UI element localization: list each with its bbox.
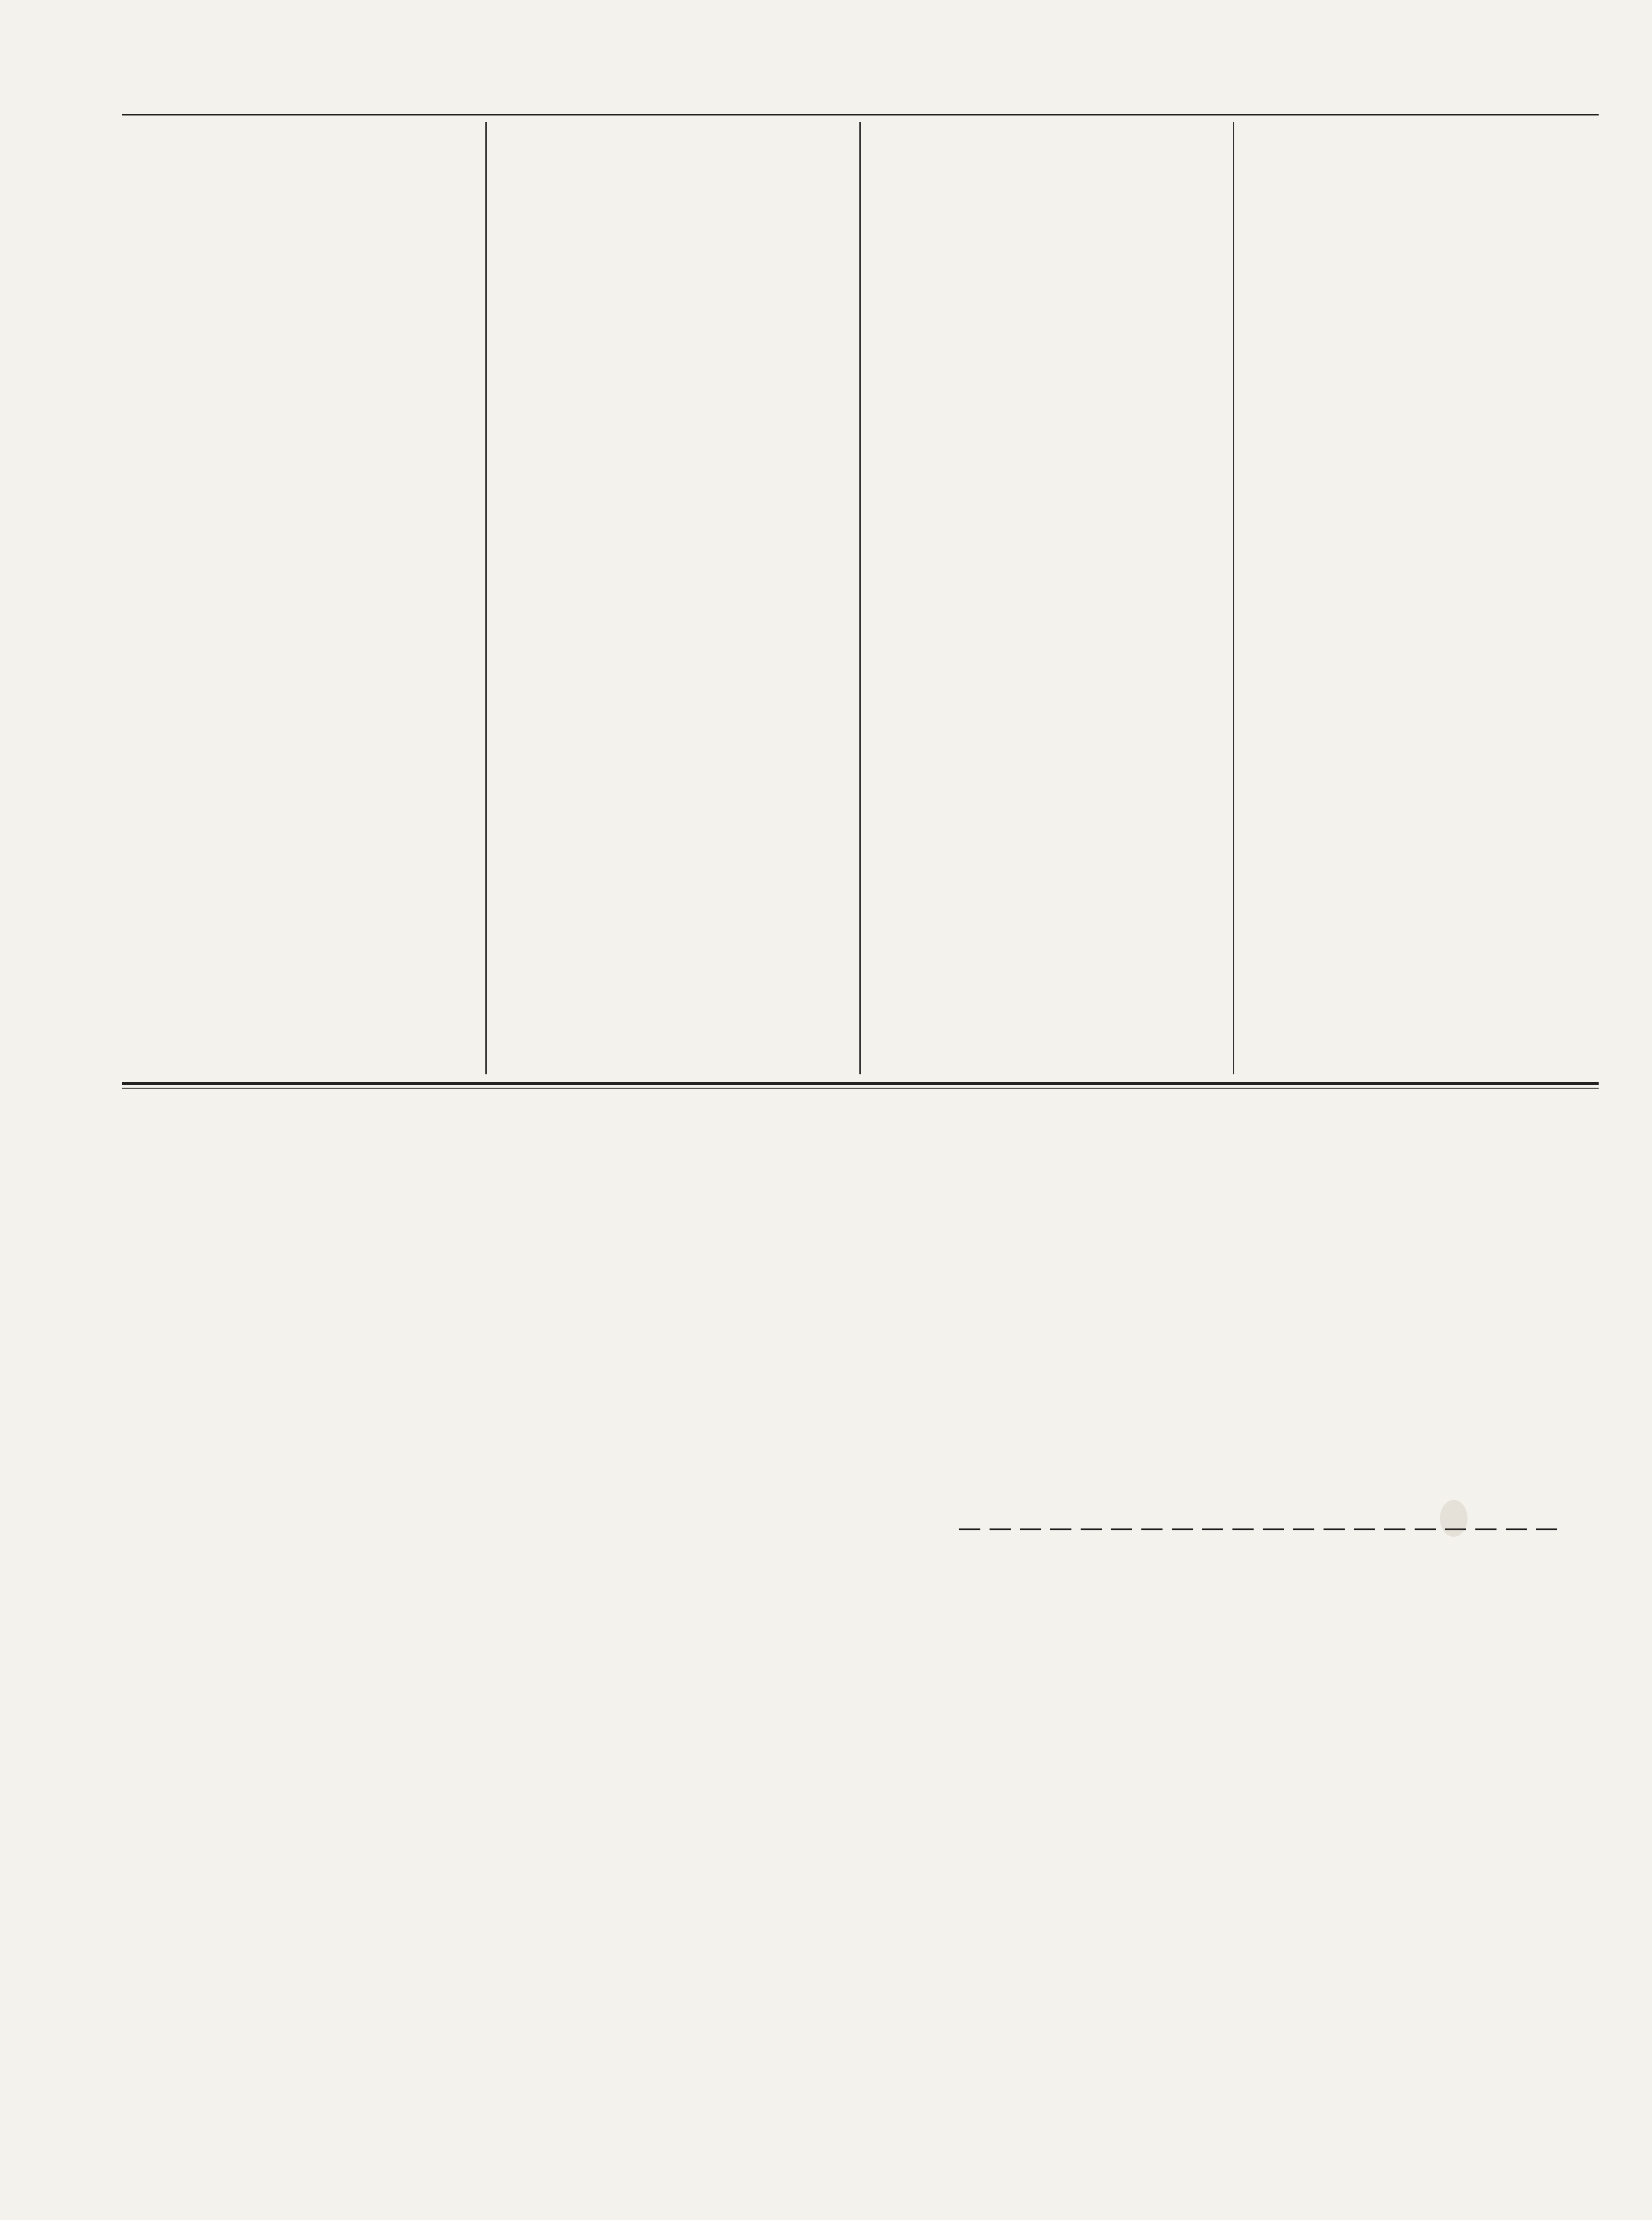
section-rule (122, 1082, 1599, 1085)
novel-page-right-part-2 (959, 1541, 1566, 2070)
radio-column-1 (122, 127, 478, 1070)
column-divider (485, 122, 487, 1074)
radio-column-2 (495, 127, 851, 1070)
column-divider (859, 122, 861, 1074)
next-page-edge (1626, 117, 1652, 2220)
radio-column-4 (1242, 127, 1599, 1070)
column-divider (1233, 122, 1234, 1074)
paper-stain (1440, 1500, 1468, 1537)
section-rule-thin (122, 1088, 1599, 1089)
novel-page-left (155, 1268, 763, 1995)
radio-column-3 (869, 127, 1225, 1070)
section-separator (959, 1528, 1562, 1530)
page-header (124, 81, 1596, 108)
novel-page-right-part-1 (959, 1268, 1566, 1507)
header-rule (122, 114, 1599, 115)
